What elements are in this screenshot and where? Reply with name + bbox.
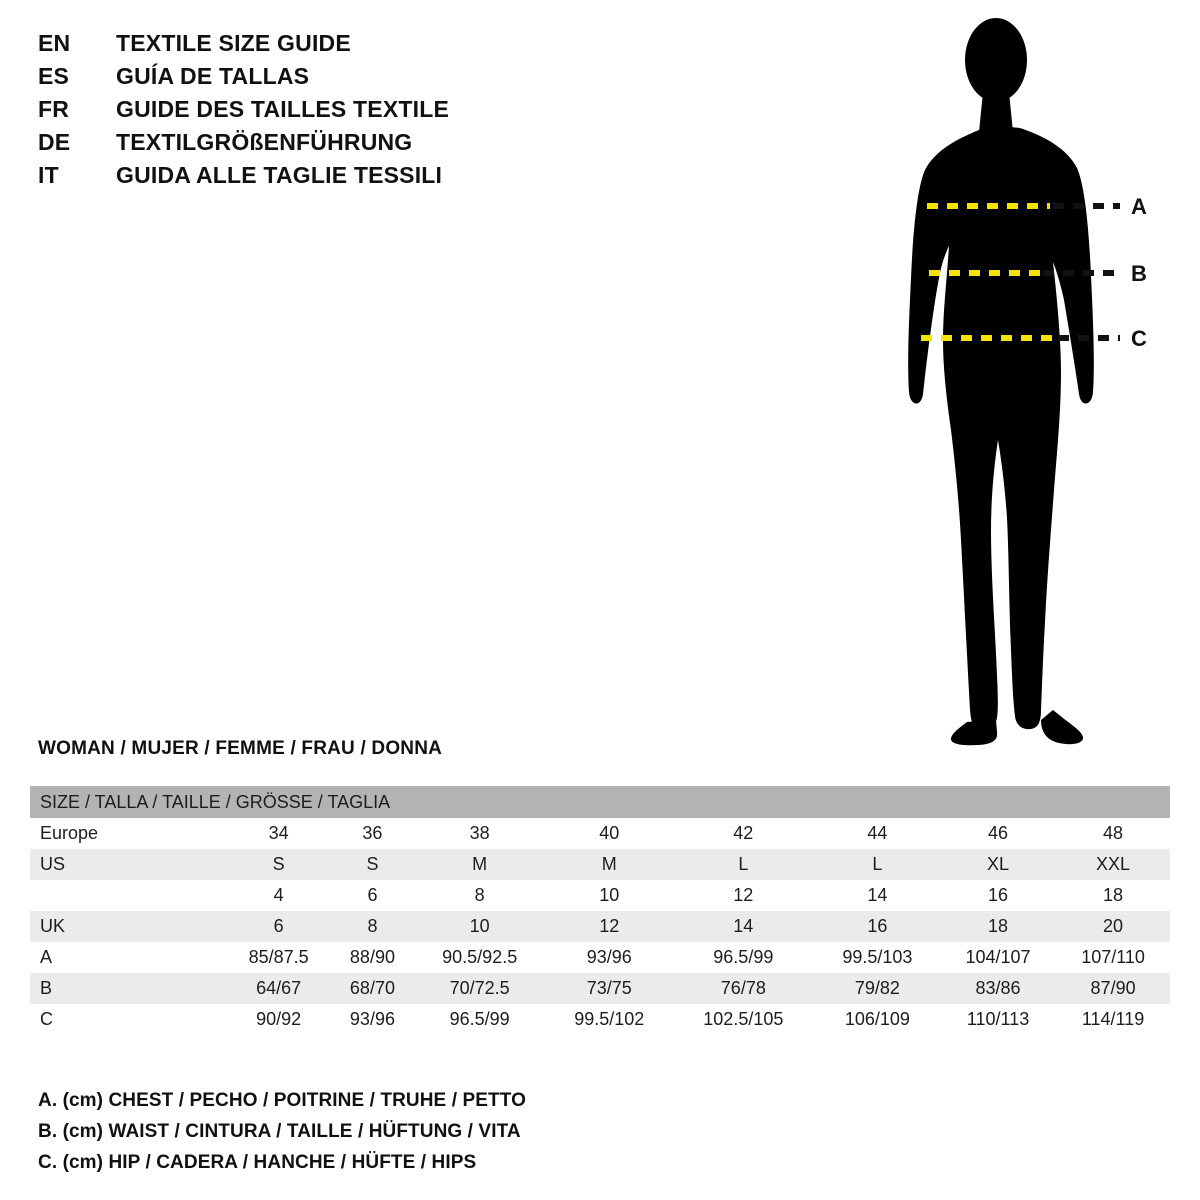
cell: 40 xyxy=(599,823,620,843)
title-lang-de: DE xyxy=(38,129,71,155)
cell: L xyxy=(738,854,749,874)
title-text-it: GUIDA ALLE TAGLIE TESSILI xyxy=(116,162,443,188)
row-label xyxy=(30,880,225,911)
table-row xyxy=(30,973,1170,1004)
row-label: C xyxy=(40,1009,53,1029)
cell: S xyxy=(272,854,285,874)
cell: 107/110 xyxy=(1081,947,1145,967)
measure-label-c: C xyxy=(1131,326,1147,351)
cell: 96.5/99 xyxy=(449,1009,510,1029)
table-row xyxy=(30,1004,1170,1035)
title-text-es: GUÍA DE TALLAS xyxy=(116,63,310,89)
cell: 46 xyxy=(988,823,1009,843)
footnotes xyxy=(38,1090,838,1183)
title-lang-fr: FR xyxy=(38,96,70,122)
cell: 18 xyxy=(988,916,1009,936)
cell: 10 xyxy=(599,885,620,905)
title-row-en xyxy=(38,30,598,63)
table-header-row xyxy=(30,786,1170,818)
cell: 8 xyxy=(367,916,378,936)
title-lang-en: EN xyxy=(38,30,71,56)
title-row-es xyxy=(38,63,598,96)
title-text-fr: GUIDE DES TAILLES TEXTILE xyxy=(116,96,449,122)
title-lang-it: IT xyxy=(38,162,59,188)
cell: 96.5/99 xyxy=(713,947,774,967)
cell: 99.5/102 xyxy=(574,1009,645,1029)
cell: 16 xyxy=(988,885,1009,905)
cell: 48 xyxy=(1103,823,1124,843)
title-block xyxy=(38,30,598,195)
table-row xyxy=(30,942,1170,973)
cell: 44 xyxy=(867,823,888,843)
cell: XL xyxy=(987,854,1010,874)
cell: S xyxy=(366,854,379,874)
cell: 90.5/92.5 xyxy=(442,947,518,967)
cell: 6 xyxy=(367,885,378,905)
cell: 83/86 xyxy=(975,978,1021,998)
cell: 99.5/103 xyxy=(842,947,913,967)
cell: L xyxy=(872,854,883,874)
cell: 18 xyxy=(1103,885,1124,905)
table-row xyxy=(30,880,1170,911)
row-label: Europe xyxy=(40,823,99,843)
cell: 114/119 xyxy=(1081,1009,1145,1029)
cell: 16 xyxy=(867,916,888,936)
cell: 64/67 xyxy=(256,978,302,998)
cell: 38 xyxy=(469,823,490,843)
cell: 8 xyxy=(474,885,485,905)
cell: 73/75 xyxy=(586,978,632,998)
cell: 76/78 xyxy=(720,978,766,998)
cell: 85/87.5 xyxy=(248,947,309,967)
row-label: B xyxy=(40,978,53,998)
table-row xyxy=(30,911,1170,942)
row-label: UK xyxy=(40,916,66,936)
figure-area xyxy=(855,10,1185,750)
cell: 79/82 xyxy=(854,978,900,998)
cell: XXL xyxy=(1096,854,1131,874)
cell: 34 xyxy=(268,823,289,843)
footnote-waist: B. (cm) WAIST / CINTURA / TAILLE / HÜFTUNG / VITA xyxy=(38,1121,521,1142)
cell: 88/90 xyxy=(349,947,395,967)
cell: 10 xyxy=(469,916,490,936)
cell: 93/96 xyxy=(349,1009,395,1029)
cell: 12 xyxy=(599,916,620,936)
cell: 14 xyxy=(733,916,754,936)
cell: 102.5/105 xyxy=(703,1009,784,1029)
title-row-it xyxy=(38,162,598,195)
title-row-fr xyxy=(38,96,598,129)
cell: M xyxy=(601,854,617,874)
title-text-de: TEXTILGRÖßENFÜHRUNG xyxy=(116,129,413,155)
cell: 12 xyxy=(733,885,754,905)
table-header-label: SIZE / TALLA / TAILLE / GRÖSSE / TAGLIA xyxy=(40,791,391,812)
cell: 42 xyxy=(733,823,754,843)
title-text-en: TEXTILE SIZE GUIDE xyxy=(116,30,351,56)
cell: 70/72.5 xyxy=(449,978,510,998)
section-caption: WOMAN / MUJER / FEMME / FRAU / DONNA xyxy=(38,738,443,759)
cell: 68/70 xyxy=(349,978,395,998)
cell: 104/107 xyxy=(965,947,1031,967)
cell: 87/90 xyxy=(1090,978,1136,998)
title-row-de xyxy=(38,129,598,162)
measure-label-b: B xyxy=(1131,261,1147,286)
cell: 106/109 xyxy=(844,1009,910,1029)
size-chart-table xyxy=(30,786,1170,1035)
title-lang-es: ES xyxy=(38,63,70,89)
cell: 36 xyxy=(362,823,383,843)
footnote-hip: C. (cm) HIP / CADERA / HANCHE / HÜFTE / HIPS xyxy=(38,1152,477,1173)
measure-label-a: A xyxy=(1131,194,1147,219)
female-body-silhouette-icon xyxy=(855,10,1185,750)
table-row xyxy=(30,818,1170,849)
row-label: A xyxy=(40,947,53,967)
cell: M xyxy=(472,854,488,874)
cell: 4 xyxy=(273,885,284,905)
cell: 90/92 xyxy=(256,1009,302,1029)
table-row xyxy=(30,849,1170,880)
row-label: US xyxy=(40,854,66,874)
cell: 110/113 xyxy=(966,1009,1030,1029)
cell: 20 xyxy=(1103,916,1124,936)
cell: 93/96 xyxy=(586,947,632,967)
cell: 6 xyxy=(273,916,284,936)
cell: 14 xyxy=(867,885,888,905)
footnote-chest: A. (cm) CHEST / PECHO / POITRINE / TRUHE / PETTO xyxy=(38,1090,526,1111)
